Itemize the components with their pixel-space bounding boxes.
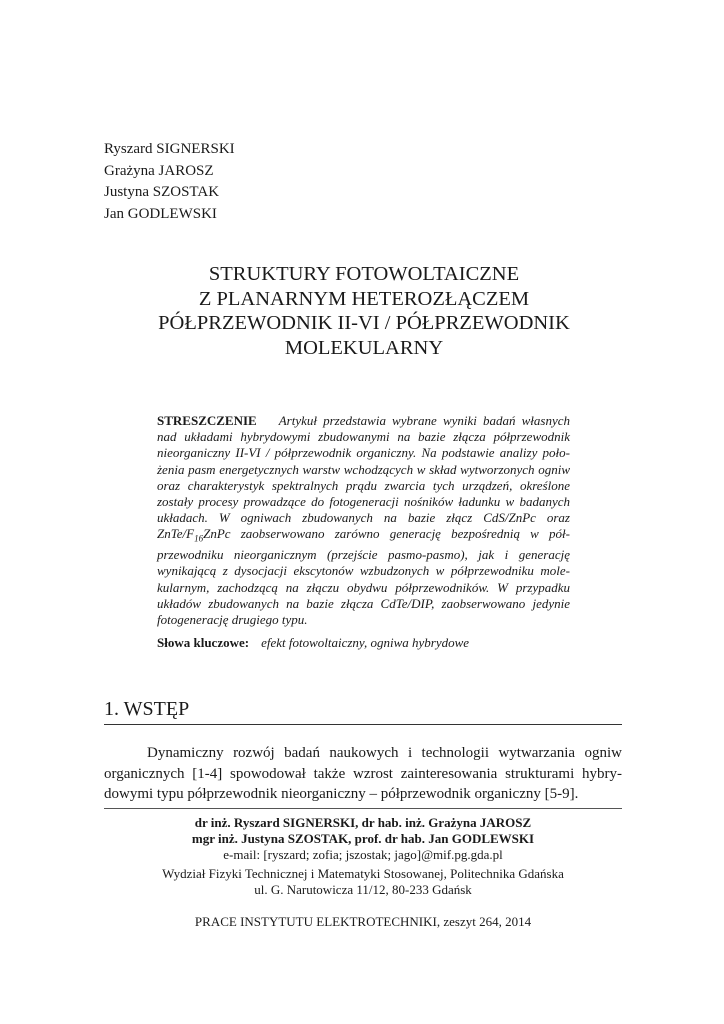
title-line: Z PLANARNYM HETEROZŁĄCZEM xyxy=(198,287,530,310)
abstract-subscript: 16 xyxy=(194,534,204,545)
body-paragraph: Dynamiczny rozwój badań naukowych i technologii wytwarzania ogniw organicznych [1-4] spowodował także wzrost zainteresowania strukturami hybry-dowymi typu półprzewodnik nieorganiczny – półprzewodnik organiczny [5-9]. xyxy=(104,745,622,802)
section-heading: 1. WSTĘP xyxy=(104,698,190,720)
keywords-value: efekt fotowoltaiczny, ogniwa hybrydowe xyxy=(261,635,470,650)
footnote-affiliation: Wydział Fizyki Technicznej i Matematyki Stosowanej, Politechnika Gdańska xyxy=(162,866,564,881)
footnote-names-line: dr inż. Ryszard SIGNERSKI, dr hab. inż. Grażyna JAROSZ xyxy=(194,815,532,830)
author-name: Jan GODLEWSKI xyxy=(104,205,217,222)
author-name: Ryszard SIGNERSKI xyxy=(104,141,235,157)
abstract-text-continued: ZnPc zaobserwowano zarówno generację bezpośrednią w pół-przewodniku nieorganicznym (przejście pasmo-pasmo), jak i generację wynikającą z dysocjacji ekscytonów wzbudzonych w półprzewodniku mole-kularnym, zachodzącą na złączu obydwu półprzewodników. W przypadku układów zbudowanych na bazie złącza CdTe/DIP, zaobserwowano jedynie fotogenerację drugiego typu. xyxy=(157,526,570,628)
footnote-email: e-mail: [ryszard; zofia; jszostak; jago]@mif.pg.gda.pl xyxy=(223,847,503,862)
footnote-journal: PRACE INSTYTUTU ELEKTROTECHNIKI, zeszyt 264, 2014 xyxy=(194,914,532,929)
footnote-address: ul. G. Narutowicza 11/12, 80-233 Gdańsk xyxy=(254,882,472,897)
author-name: Grażyna JAROSZ xyxy=(104,162,214,179)
abstract-text: Artykuł przedstawia wybrane wyniki badań własnych nad układami hybrydowymi zbudowanymi na bazie złącza półprzewodnik nieorganiczny II-VI / półprzewodnik organiczny. Na podstawie analizy poło-żenia pasm energetycznych warstw wchodzących w skład wytworzonych ogniw oraz charakterystyk spektralnych prądu zwarcia tych urządzeń, określone zostały procesy prowadzące do fotogeneracji nośników ładunku w badanych układach. W ogniwach zbudowanych na bazie złącz CdS/ZnPc oraz ZnTe/F xyxy=(157,413,570,542)
footnote-affiliation-block xyxy=(104,866,622,898)
footnote-authors xyxy=(104,815,622,863)
paper-title xyxy=(104,262,624,360)
author-name: Justyna SZOSTAK xyxy=(104,184,220,200)
section-rule xyxy=(104,724,622,725)
keywords-label: Słowa kluczowe: xyxy=(157,635,250,650)
keywords xyxy=(157,635,469,651)
title-line: STRUKTURY FOTOWOLTAICZNE xyxy=(208,263,520,285)
footnote-rule xyxy=(104,808,622,809)
title-line: MOLEKULARNY xyxy=(284,336,444,359)
title-line: PÓŁPRZEWODNIK II-VI / PÓŁPRZEWODNIK xyxy=(158,312,570,334)
author-list xyxy=(104,139,235,225)
footnote-names-line: mgr inż. Justyna SZOSTAK, prof. dr hab. Jan GODLEWSKI xyxy=(191,831,535,846)
abstract xyxy=(157,413,570,628)
abstract-label: STRESZCZENIE xyxy=(157,413,257,428)
